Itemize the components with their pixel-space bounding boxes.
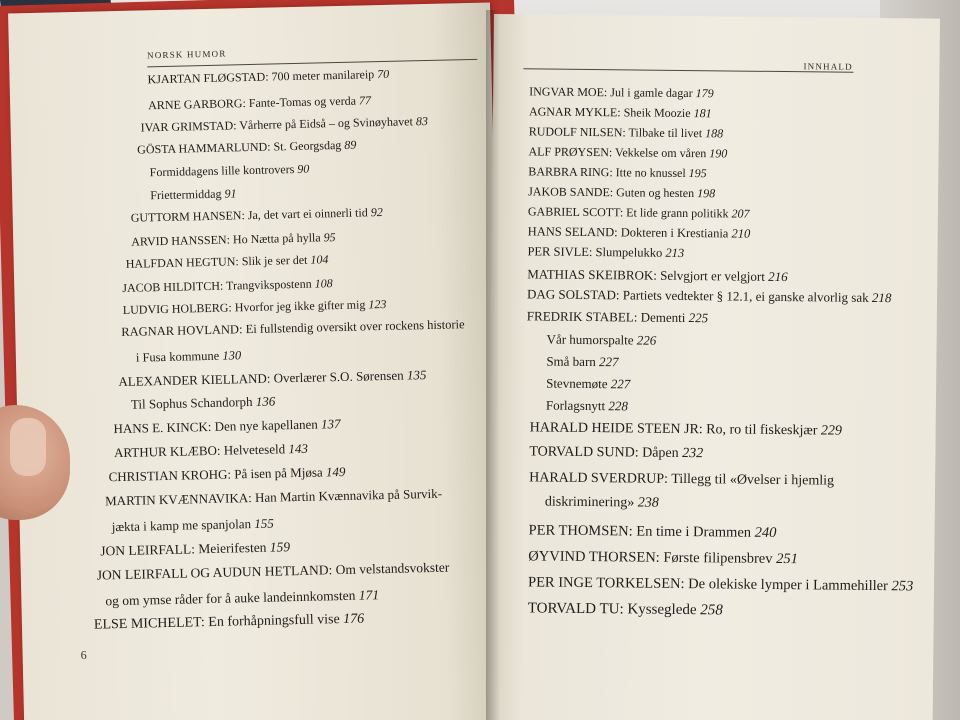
toc-title: Fante-Tomas og verda xyxy=(245,93,360,111)
toc-title: Om velstandsvokster xyxy=(332,559,450,578)
toc-page-number: 70 xyxy=(377,66,390,82)
toc-entry xyxy=(112,516,274,536)
toc-author: JAKOB SANDE: xyxy=(528,184,614,200)
toc-title: Vårherre på Eidså – og Svinøyhavet xyxy=(236,114,417,133)
toc-entry xyxy=(150,186,237,203)
toc-title: En forhåpningsfull vise xyxy=(204,612,344,631)
toc-page-number: 210 xyxy=(731,226,751,241)
toc-title: Ro, ro til fiskeskjær xyxy=(702,422,822,439)
toc-page-number: 155 xyxy=(254,515,274,532)
left-page xyxy=(8,3,506,720)
toc-page-number: 143 xyxy=(288,440,309,457)
toc-entry xyxy=(527,266,788,285)
toc-title: Kysseglede xyxy=(623,601,701,619)
toc-author: PER THOMSEN: xyxy=(528,522,633,540)
toc-page-number: 176 xyxy=(343,611,365,628)
toc-entry xyxy=(528,204,750,221)
toc-author: MARTIN KVÆNNAVIKA: xyxy=(104,490,252,509)
toc-page-number: 91 xyxy=(224,186,237,201)
toc-title: Ja, det vart ei oinnerli tid xyxy=(244,205,371,223)
toc-title: Itte no knussel xyxy=(612,165,689,181)
toc-title: Han Martin Kvænnavika på Survik- xyxy=(251,485,443,506)
toc-author: FREDRIK STABEL: xyxy=(526,308,638,325)
toc-page-number: 198 xyxy=(697,186,716,201)
toc-entry xyxy=(150,162,310,181)
toc-author: INGVAR MOE: xyxy=(529,84,608,100)
toc-entry xyxy=(528,224,751,241)
toc-title: Sheik Moozie xyxy=(620,105,694,121)
toc-title: Et lide grann politikk xyxy=(623,205,732,221)
toc-entry xyxy=(105,486,442,510)
toc-title: Første filipensbrev xyxy=(659,549,777,567)
toc-author: DAG SOLSTAD: xyxy=(526,286,620,303)
toc-entry xyxy=(114,441,308,461)
toc-author: GABRIEL SCOTT: xyxy=(527,204,624,220)
toc-page-number: 188 xyxy=(705,126,724,141)
toc-author: ARTHUR KLÆBO: xyxy=(113,442,221,461)
toc-title: På isen på Mjøsa xyxy=(230,464,327,482)
toc-entry xyxy=(137,138,356,158)
toc-entry xyxy=(147,67,389,87)
toc-page-number: 159 xyxy=(269,539,291,555)
toc-author: HALFDAN HEGTUN: xyxy=(125,254,239,271)
toc-author: MATHIAS SKEIBROK: xyxy=(527,266,658,283)
toc-author: JACOB HILDITCH: xyxy=(122,278,224,295)
toc-title: Dåpen xyxy=(638,445,683,461)
toc-page-number: 108 xyxy=(314,276,333,291)
toc-entry xyxy=(530,420,842,439)
toc-entry xyxy=(94,612,365,634)
toc-entry xyxy=(121,317,465,340)
left-running-header: NORSK HUMOR xyxy=(146,48,227,61)
toc-entry xyxy=(546,398,628,415)
toc-author: ALEXANDER KIELLAND: xyxy=(118,370,271,390)
toc-author: TORVALD TU: xyxy=(527,600,624,618)
toc-page-number: 226 xyxy=(636,332,657,348)
toc-page-number: 179 xyxy=(695,86,714,101)
toc-page-number: 130 xyxy=(222,348,242,363)
toc-author: AGNAR MYKLE: xyxy=(528,104,621,120)
toc-entry xyxy=(529,444,703,462)
toc-author: HARALD SVERDRUP: xyxy=(529,470,669,487)
toc-page-number: 83 xyxy=(415,113,429,129)
toc-entry xyxy=(131,230,336,250)
toc-entry xyxy=(529,84,714,101)
toc-title: Slumpelukko xyxy=(592,245,666,260)
toc-title: Den nye kapellanen xyxy=(211,416,322,434)
toc-entry xyxy=(136,348,242,365)
left-page-number: 6 xyxy=(80,647,87,662)
book-gutter-shadow xyxy=(486,10,500,720)
toc-title: En time i Drammen xyxy=(632,523,755,541)
toc-entry xyxy=(141,114,429,136)
toc-author: JON LEIRFALL: xyxy=(100,541,196,559)
toc-title: Overlærer S.O. Sørensen xyxy=(270,367,408,386)
toc-title: Guten og hesten xyxy=(613,185,698,201)
toc-entry xyxy=(546,354,618,371)
toc-author: BARBRA RING: xyxy=(528,164,613,180)
toc-author: HANS SELAND: xyxy=(527,224,618,240)
toc-title: Vekkelse om våren xyxy=(612,145,710,161)
toc-entry xyxy=(528,164,707,181)
toc-author: PER INGE TORKELSEN: xyxy=(527,574,685,593)
toc-author: GUTTORM HANSEN: xyxy=(130,208,245,225)
toc-page-number: 213 xyxy=(665,245,685,261)
toc-entry xyxy=(529,470,834,489)
toc-page-number: 253 xyxy=(891,578,914,595)
toc-entry xyxy=(126,252,329,272)
toc-entry xyxy=(105,587,379,609)
toc-author: TORVALD SUND: xyxy=(529,444,639,461)
toc-page-number: 240 xyxy=(754,524,777,541)
toc-title: 700 meter manilareip xyxy=(268,67,378,84)
toc-entry xyxy=(527,286,892,306)
toc-author: IVAR GRIMSTAD: xyxy=(140,118,237,135)
toc-page-number: 123 xyxy=(368,296,387,312)
toc-title: Hvorfor jeg ikke gifter mig xyxy=(231,297,369,315)
toc-entry xyxy=(131,394,276,413)
toc-entry xyxy=(113,416,340,437)
toc-title: Små barn xyxy=(546,353,600,370)
toc-title: Til Sophus Schandorph xyxy=(130,393,256,412)
toc-title: i Fusa kommune xyxy=(135,348,223,365)
toc-page-number: 149 xyxy=(325,463,346,480)
toc-entry xyxy=(123,297,387,318)
toc-page-number: 225 xyxy=(688,310,709,326)
toc-entry xyxy=(528,548,798,568)
toc-page-number: 77 xyxy=(358,93,372,108)
toc-entry xyxy=(528,144,727,161)
toc-entry xyxy=(529,104,712,121)
toc-title: Dokteren i Krestiania xyxy=(617,225,732,241)
left-header-rule xyxy=(147,59,477,67)
toc-page-number: 136 xyxy=(255,393,276,409)
toc-author: RAGNAR HOVLAND: xyxy=(121,322,243,339)
toc-entry xyxy=(528,574,913,595)
toc-entry xyxy=(546,376,630,393)
toc-title: Forlagsnytt xyxy=(545,397,609,414)
toc-author: HANS E. KINCK: xyxy=(113,418,212,437)
toc-page-number: 229 xyxy=(820,423,843,439)
right-page xyxy=(487,14,940,720)
toc-entry xyxy=(122,276,333,296)
toc-title: Friettermiddag xyxy=(150,186,225,203)
toc-page-number: 207 xyxy=(731,206,750,221)
toc-entry xyxy=(529,522,777,542)
toc-entry xyxy=(527,308,708,326)
toc-page-number: 90 xyxy=(297,161,310,176)
toc-entry xyxy=(528,184,715,201)
toc-author: RUDOLF NILSEN: xyxy=(528,124,626,140)
toc-author: ARVID HANSSEN: xyxy=(131,232,231,249)
toc-page-number: 95 xyxy=(323,230,336,245)
toc-title: Tilbake til livet xyxy=(625,125,706,141)
toc-author: ALF PRØYSEN: xyxy=(528,144,613,160)
toc-page-number: 238 xyxy=(637,495,659,511)
toc-page-number: 190 xyxy=(709,146,728,161)
toc-title: Helveteseld xyxy=(220,441,289,458)
toc-page-number: 258 xyxy=(700,602,723,619)
toc-entry xyxy=(529,124,724,141)
toc-title: Stevnemøte xyxy=(546,375,611,392)
toc-title: Partiets vedtekter § 12.1, ei ganske alvorlig sak xyxy=(619,287,872,305)
toc-page-number: 137 xyxy=(320,416,341,432)
toc-page-number: 216 xyxy=(768,268,788,285)
toc-author: GÖSTA HAMMARLUND: xyxy=(137,139,271,157)
toc-title: St. Georgsdag xyxy=(270,137,345,154)
toc-page-number: 232 xyxy=(682,445,704,462)
toc-title: Trangvikspostenn xyxy=(223,276,315,293)
toc-author: KJARTAN FLØGSTAD: xyxy=(147,69,269,87)
thumbnail xyxy=(10,418,46,476)
toc-author: CHRISTIAN KROHG: xyxy=(108,466,232,485)
toc-author: JON LEIRFALL OG AUDUN HETLAND: xyxy=(96,562,333,583)
toc-title: Ho Nætta på hylla xyxy=(229,230,324,247)
right-running-header: INNHALD xyxy=(803,61,853,72)
toc-entry xyxy=(148,93,371,113)
toc-author: ØYVIND THORSEN: xyxy=(528,548,660,566)
toc-author: ARNE GARBORG: xyxy=(148,96,247,113)
toc-entry xyxy=(118,367,426,390)
toc-entry xyxy=(108,464,345,485)
toc-entry xyxy=(547,332,657,349)
toc-title: Formiddagens lille kontrovers xyxy=(149,161,298,180)
toc-title: Dementi xyxy=(637,309,689,326)
toc-entry xyxy=(100,539,290,559)
toc-page-number: 218 xyxy=(871,289,892,306)
toc-title: De olekiske lymper i Lammehiller xyxy=(684,576,892,595)
toc-author: HARALD HEIDE STEEN JR: xyxy=(529,420,703,438)
toc-title: Tillegg til «Øvelser i hjemlig xyxy=(667,471,835,489)
toc-author: ELSE MICHELET: xyxy=(93,615,206,633)
toc-entry xyxy=(528,600,723,619)
toc-page-number: 227 xyxy=(610,376,631,392)
toc-entry xyxy=(545,495,659,512)
toc-title: Jul i gamle dagar xyxy=(607,85,696,101)
toc-entry xyxy=(527,244,684,261)
toc-entry xyxy=(97,560,450,584)
toc-entry xyxy=(131,205,383,226)
toc-title: jækta i kamp me spanjolan xyxy=(111,516,255,535)
toc-title: diskriminering» xyxy=(544,494,638,511)
toc-page-number: 251 xyxy=(776,550,798,568)
toc-title: Slik je ser det xyxy=(238,252,311,269)
toc-page-number: 228 xyxy=(608,398,628,414)
toc-author: PER SIVLE: xyxy=(527,244,593,260)
toc-page-number: 171 xyxy=(358,587,380,603)
toc-page-number: 89 xyxy=(344,137,357,152)
toc-author: LUDVIG HOLBERG: xyxy=(122,300,232,317)
toc-title: Meierifesten xyxy=(194,539,271,557)
toc-page-number: 92 xyxy=(370,205,383,220)
toc-page-number: 181 xyxy=(693,106,712,121)
toc-page-number: 135 xyxy=(406,367,427,383)
toc-title: og om ymse råder for å auke landeinnkomsten xyxy=(105,587,359,609)
toc-title: Ei fullstendig oversikt over rockens historie xyxy=(242,317,465,337)
toc-title: Vår humorspalte xyxy=(546,331,637,348)
toc-title: Selvgjort er velgjort xyxy=(656,267,769,284)
toc-page-number: 195 xyxy=(688,166,707,181)
toc-page-number: 227 xyxy=(599,354,619,370)
toc-page-number: 104 xyxy=(310,252,329,267)
